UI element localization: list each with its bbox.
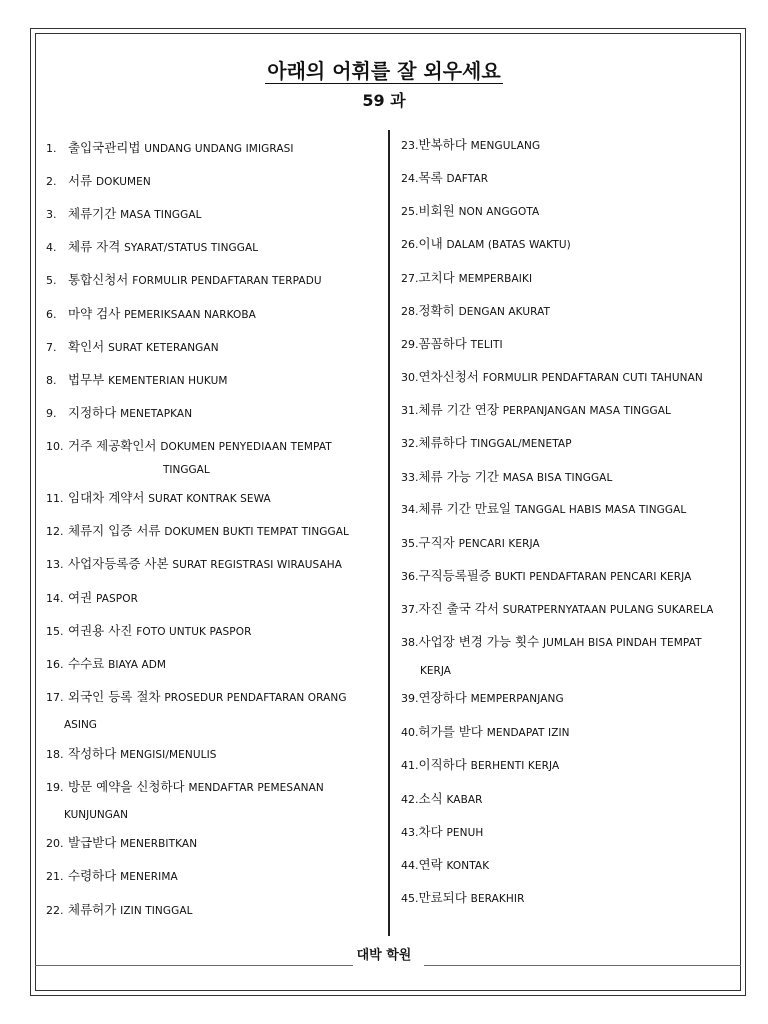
korean-term: 체류 자격 xyxy=(68,239,121,254)
korean-term: 법무부 xyxy=(68,372,105,387)
item-number: 39. xyxy=(401,692,419,705)
item-number: 33. xyxy=(401,471,419,484)
list-item xyxy=(46,591,138,606)
list-item xyxy=(46,373,228,388)
korean-term: 수령하다 xyxy=(68,868,117,883)
list-item xyxy=(401,370,703,385)
indonesian-meaning: SURAT KONTRAK SEWA xyxy=(148,493,271,505)
indonesian-meaning: JUMLAH BISA PINDAH TEMPAT xyxy=(542,637,702,649)
list-item xyxy=(401,569,691,584)
list-item xyxy=(401,304,550,319)
indonesian-meaning: PERPANJANGAN MASA TINGGAL xyxy=(502,405,671,417)
korean-term: 고치다 xyxy=(418,270,455,285)
item-number: 35. xyxy=(401,537,419,550)
korean-term: 목록 xyxy=(418,170,443,185)
list-item xyxy=(46,624,251,639)
korean-term: 사업장 변경 가능 횟수 xyxy=(418,634,540,649)
indonesian-meaning: DAFTAR xyxy=(446,173,489,185)
indonesian-meaning: SYARAT/STATUS TINGGAL xyxy=(124,242,259,254)
list-item xyxy=(401,337,503,352)
korean-term: 거주 제공확인서 xyxy=(68,438,157,453)
list-item xyxy=(46,690,347,705)
footer-rule-left xyxy=(35,965,353,966)
korean-term: 소식 xyxy=(418,791,443,806)
list-item xyxy=(46,524,349,539)
item-number: 14. xyxy=(46,592,64,605)
item-number: 12. xyxy=(46,525,64,538)
list-item xyxy=(401,858,489,873)
item-number: 9. xyxy=(46,407,57,420)
indonesian-meaning: MENDAPAT IZIN xyxy=(486,727,570,739)
item-number: 31. xyxy=(401,404,419,417)
footer-rule-right xyxy=(424,965,741,966)
korean-term: 확인서 xyxy=(68,339,105,354)
korean-term: 연장하다 xyxy=(418,690,467,705)
indonesian-meaning: TINGGAL/MENETAP xyxy=(470,438,572,450)
list-item xyxy=(46,240,258,255)
korean-term: 연락 xyxy=(418,857,443,872)
item-number: 26. xyxy=(401,238,419,251)
item-number: 34. xyxy=(401,503,419,516)
indonesian-meaning: BUKTI PENDAFTARAN PENCARI KERJA xyxy=(494,571,692,583)
list-item xyxy=(401,891,525,906)
indonesian-meaning: MENETAPKAN xyxy=(120,408,193,420)
indonesian-meaning: MENERBITKAN xyxy=(120,838,198,850)
list-item xyxy=(401,635,702,650)
item-number: 1. xyxy=(46,142,57,155)
item-number: 43. xyxy=(401,826,419,839)
indonesian-meaning: MASA BISA TINGGAL xyxy=(502,472,613,484)
column-divider xyxy=(388,130,390,936)
item-number: 32. xyxy=(401,437,419,450)
indonesian-meaning: NON ANGGOTA xyxy=(458,206,540,218)
list-item xyxy=(46,657,166,672)
list-item xyxy=(46,273,322,288)
list-item xyxy=(401,725,570,740)
indonesian-meaning: BIAYA ADM xyxy=(108,659,167,671)
korean-term: 임대차 계약서 xyxy=(68,490,145,505)
korean-term: 체류허가 xyxy=(68,902,117,917)
korean-term: 수수료 xyxy=(68,656,105,671)
indonesian-meaning-continued: KUNJUNGAN xyxy=(64,809,128,821)
korean-term: 사업자등록증 사본 xyxy=(68,556,169,571)
korean-term: 체류 가능 기간 xyxy=(418,469,499,484)
indonesian-meaning: MEMPERPANJANG xyxy=(470,693,564,705)
indonesian-meaning: BERAKHIR xyxy=(470,893,525,905)
indonesian-meaning: MENGISI/MENULIS xyxy=(120,749,217,761)
item-number: 36. xyxy=(401,570,419,583)
korean-term: 외국인 등록 절차 xyxy=(68,689,161,704)
list-item xyxy=(401,602,713,617)
korean-term: 지정하다 xyxy=(68,405,117,420)
indonesian-meaning: PENUH xyxy=(446,827,484,839)
indonesian-meaning: FORMULIR PENDAFTARAN TERPADU xyxy=(132,275,322,287)
korean-term: 연차신청서 xyxy=(418,369,479,384)
indonesian-meaning: BERHENTI KERJA xyxy=(470,760,560,772)
list-item xyxy=(401,825,483,840)
korean-term: 서류 xyxy=(68,173,93,188)
indonesian-meaning: FOTO UNTUK PASPOR xyxy=(136,626,252,638)
list-item xyxy=(46,780,324,795)
korean-term: 구직등록필증 xyxy=(418,568,491,583)
korean-term: 이내 xyxy=(418,236,443,251)
list-item xyxy=(401,204,539,219)
page-title: 아래의 어휘를 잘 외우세요 xyxy=(267,59,501,83)
item-number: 22. xyxy=(46,904,64,917)
indonesian-meaning: KONTAK xyxy=(446,860,490,872)
item-number: 29. xyxy=(401,338,419,351)
indonesian-meaning: IZIN TINGGAL xyxy=(120,905,193,917)
list-item xyxy=(401,792,483,807)
list-item xyxy=(401,138,540,153)
list-item xyxy=(46,340,219,355)
item-number: 25. xyxy=(401,205,419,218)
list-item xyxy=(46,557,342,572)
item-number: 27. xyxy=(401,272,419,285)
list-item xyxy=(46,174,151,189)
korean-term: 만료되다 xyxy=(418,890,467,905)
item-number: 30. xyxy=(401,371,419,384)
korean-term: 허가를 받다 xyxy=(418,724,483,739)
indonesian-meaning: FORMULIR PENDAFTARAN CUTI TAHUNAN xyxy=(482,372,703,384)
item-number: 28. xyxy=(401,305,419,318)
list-item xyxy=(401,403,671,418)
indonesian-meaning: KEMENTERIAN HUKUM xyxy=(108,375,228,387)
korean-term: 여권 xyxy=(68,590,93,605)
item-number: 38. xyxy=(401,636,419,649)
item-number: 10. xyxy=(46,440,64,453)
indonesian-meaning: PEMERIKSAAN NARKOBA xyxy=(124,309,256,321)
item-number: 23. xyxy=(401,139,419,152)
indonesian-meaning: PASPOR xyxy=(95,593,138,605)
korean-term: 방문 예약을 신청하다 xyxy=(68,779,185,794)
indonesian-meaning: DOKUMEN BUKTI TEMPAT TINGGAL xyxy=(164,526,350,538)
indonesian-meaning: DOKUMEN xyxy=(95,176,151,188)
list-item xyxy=(46,747,217,762)
korean-term: 발급받다 xyxy=(68,835,117,850)
list-item xyxy=(401,271,532,286)
korean-term: 반복하다 xyxy=(418,137,467,152)
list-item xyxy=(46,836,197,851)
item-number: 7. xyxy=(46,341,57,354)
item-number: 3. xyxy=(46,208,57,221)
item-number: 17. xyxy=(46,691,64,704)
list-item xyxy=(401,171,488,186)
list-item xyxy=(401,436,572,451)
indonesian-meaning-continued: TINGGAL xyxy=(163,464,210,476)
indonesian-meaning: PENCARI KERJA xyxy=(458,538,540,550)
item-number: 19. xyxy=(46,781,64,794)
indonesian-meaning: SURAT REGISTRASI WIRAUSAHA xyxy=(172,559,343,571)
indonesian-meaning: MENDAFTAR PEMESANAN xyxy=(188,782,324,794)
korean-term: 정확히 xyxy=(418,303,455,318)
indonesian-meaning: SURAT KETERANGAN xyxy=(108,342,219,354)
item-number: 37. xyxy=(401,603,419,616)
korean-term: 구직자 xyxy=(418,535,455,550)
korean-term: 이직하다 xyxy=(418,757,467,772)
indonesian-meaning: MASA TINGGAL xyxy=(120,209,202,221)
lesson-number: 59 과 xyxy=(362,91,406,110)
page-title-wrap xyxy=(0,55,768,84)
korean-term: 비회원 xyxy=(418,203,455,218)
item-number: 44. xyxy=(401,859,419,872)
item-number: 40. xyxy=(401,726,419,739)
item-number: 18. xyxy=(46,748,64,761)
item-number: 13. xyxy=(46,558,64,571)
list-item xyxy=(46,207,202,222)
item-number: 2. xyxy=(46,175,57,188)
korean-term: 체류하다 xyxy=(418,435,467,450)
item-number: 16. xyxy=(46,658,64,671)
list-item xyxy=(46,869,178,884)
korean-term: 자진 출국 각서 xyxy=(418,601,499,616)
indonesian-meaning: PROSEDUR PENDAFTARAN ORANG xyxy=(164,692,347,704)
item-number: 45. xyxy=(401,892,419,905)
korean-term: 출입국관리법 xyxy=(68,140,141,155)
korean-term: 차다 xyxy=(418,824,443,839)
list-item xyxy=(46,439,332,454)
korean-term: 체류기간 xyxy=(68,206,117,221)
item-number: 41. xyxy=(401,759,419,772)
indonesian-meaning: MEMPERBAIKI xyxy=(458,273,533,285)
item-number: 4. xyxy=(46,241,57,254)
item-number: 20. xyxy=(46,837,64,850)
list-item xyxy=(401,691,564,706)
indonesian-meaning: TANGGAL HABIS MASA TINGGAL xyxy=(514,504,687,516)
indonesian-meaning: SURATPERNYATAAN PULANG SUKARELA xyxy=(502,604,714,616)
list-item xyxy=(46,903,193,918)
indonesian-meaning: TELITI xyxy=(470,339,503,351)
item-number: 15. xyxy=(46,625,64,638)
indonesian-meaning: DOKUMEN PENYEDIAAN TEMPAT xyxy=(160,441,332,453)
list-item xyxy=(46,491,271,506)
korean-term: 마약 검사 xyxy=(68,306,121,321)
indonesian-meaning: DALAM (BATAS WAKTU) xyxy=(446,239,571,251)
list-item xyxy=(46,307,256,322)
korean-term: 통합신청서 xyxy=(68,272,129,287)
list-item xyxy=(401,536,540,551)
indonesian-meaning: KABAR xyxy=(446,794,483,806)
korean-term: 여권용 사진 xyxy=(68,623,133,638)
list-item xyxy=(401,470,612,485)
indonesian-meaning-continued: KERJA xyxy=(420,665,451,677)
item-number: 6. xyxy=(46,308,57,321)
footer-text: 대박 학원 xyxy=(349,948,420,963)
korean-term: 작성하다 xyxy=(68,746,117,761)
list-item xyxy=(401,502,686,517)
indonesian-meaning: MENGULANG xyxy=(470,140,541,152)
korean-term: 꼼꼼하다 xyxy=(418,336,467,351)
list-item xyxy=(401,237,571,252)
indonesian-meaning: UNDANG UNDANG IMIGRASI xyxy=(144,143,294,155)
list-item xyxy=(46,141,294,156)
indonesian-meaning: MENERIMA xyxy=(120,871,178,883)
indonesian-meaning: DENGAN AKURAT xyxy=(458,306,551,318)
footer xyxy=(0,944,768,963)
item-number: 5. xyxy=(46,274,57,287)
item-number: 11. xyxy=(46,492,64,505)
item-number: 42. xyxy=(401,793,419,806)
indonesian-meaning-continued: ASING xyxy=(64,719,97,731)
korean-term: 체류지 입증 서류 xyxy=(68,523,161,538)
item-number: 24. xyxy=(401,172,419,185)
list-item xyxy=(401,758,559,773)
korean-term: 체류 기간 연장 xyxy=(418,402,499,417)
list-item xyxy=(46,406,192,421)
item-number: 21. xyxy=(46,870,64,883)
korean-term: 체류 기간 만료일 xyxy=(418,501,511,516)
item-number: 8. xyxy=(46,374,57,387)
